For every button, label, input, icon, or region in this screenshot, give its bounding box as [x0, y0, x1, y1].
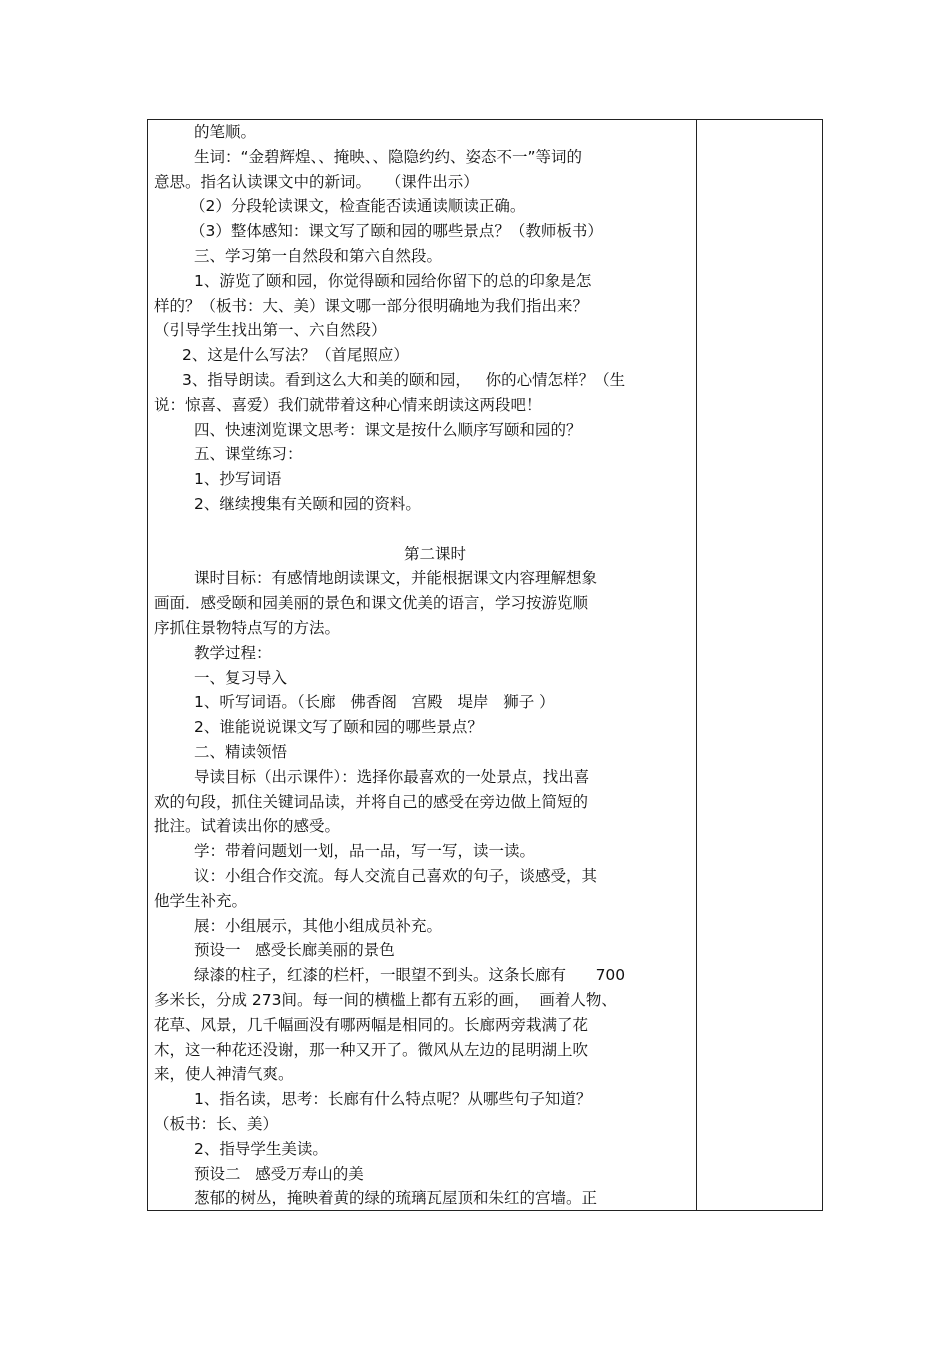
text-line: 他学生补充。: [154, 891, 248, 910]
text-line: 四、快速浏览课文思考：课文是按什么顺序写颐和园的？: [194, 420, 582, 439]
text-line: 五、课堂练习：: [194, 445, 303, 464]
text-line: 2、指导学生美读。: [194, 1139, 328, 1158]
text-line: （引导学生找出第一、六自然段）: [154, 321, 387, 340]
text-line: 第二课时: [404, 544, 467, 563]
text-line: 2、谁能说说课文写了颐和园的哪些景点？: [194, 718, 483, 737]
text-line: 批注。试着读出你的感受。: [154, 817, 341, 836]
column-divider: [696, 119, 697, 1211]
text-line: 葱郁的树丛，掩映着黄的绿的琉璃瓦屋顶和朱红的宫墙。正: [194, 1189, 598, 1208]
text-line: 多米长，分成 273间。每一间的横槛上都有五彩的画， 画着人物、: [154, 991, 617, 1009]
text-line: 意思。指名认读课文中的新词。 （课件出示）: [154, 172, 479, 191]
text-line: 议：小组合作交流。每人交流自己喜欢的句子，谈感受，其: [194, 867, 598, 885]
text-line: 样的？（板书：大、美）课文哪一部分很明确地为我们指出来？: [154, 296, 589, 315]
text-line: 预设二 感受万寿山的美: [194, 1164, 364, 1183]
text-line: 生词：“金碧辉煌、、掩映、、隐隐约约、姿态不一”等词的: [194, 147, 583, 166]
text-line: 1、听写词语。（长廊 佛香阁 宫殿 堤岸 狮子 ）: [194, 693, 555, 712]
text-line: 1、指名读，思考：长廊有什么特点呢？从哪些句子知道？: [194, 1090, 592, 1109]
text-line: 绿漆的柱子，红漆的栏杆，一眼望不到头。这条长廊有 700: [194, 966, 626, 985]
text-line: 欢的句段，抓住关键词品读，并将自己的感受在旁边做上简短的: [154, 792, 589, 811]
text-line: 1、抄写词语: [194, 470, 282, 489]
text-line: 课时目标：有感情地朗读课文，并能根据课文内容理解想象: [194, 569, 598, 588]
text-line: 学：带着问题划一划，品一品，写一写，读一读。: [194, 842, 536, 861]
text-line: 二、精读领悟: [194, 743, 288, 761]
text-line: 预设一 感受长廊美丽的景色: [194, 941, 395, 960]
text-line: 一、复习导入: [194, 668, 288, 687]
text-line: 三、学习第一自然段和第六自然段。: [194, 247, 443, 265]
text-line: （3）整体感知：课文写了颐和园的哪些景点？（教师板书）: [190, 222, 603, 241]
text-line: （2）分段轮读课文，检查能否读通读顺读正确。: [190, 197, 526, 216]
text-line: 1、游览了颐和园，你觉得颐和园给你留下的总的印象是怎: [194, 271, 592, 290]
text-line: 来，使人神清气爽。: [154, 1065, 294, 1084]
text-line: 2、继续搜集有关颐和园的资料。: [194, 495, 421, 513]
text-line: 展：小组展示，其他小组成员补充。: [194, 916, 443, 935]
text-line: （板书：长、美）: [154, 1115, 279, 1133]
text-line: 木，这一种花还没谢，那一种又开了。微风从左边的昆明湖上吹: [154, 1040, 589, 1059]
text-line: 画面．感受颐和园美丽的景色和课文优美的语言，学习按游览顺: [154, 594, 589, 613]
text-line: 说：惊喜、喜爱）我们就带着这种心情来朗读这两段吧！: [154, 395, 542, 414]
text-line: 2、这是什么写法？（首尾照应）: [182, 346, 409, 365]
text-line: 3、指导朗读。看到这么大和美的颐和园， 你的心情怎样？（生: [182, 371, 626, 389]
text-line: 花草、风景，几千幅画没有哪两幅是相同的。长廊两旁栽满了花: [154, 1015, 589, 1034]
text-line: 导读目标（出示课件）：选择你最喜欢的一处景点，找出喜: [194, 767, 590, 786]
text-line: 的笔顺。: [194, 123, 257, 141]
text-line: 序抓住景物特点写的方法。: [154, 619, 341, 637]
text-line: 教学过程：: [194, 643, 272, 662]
